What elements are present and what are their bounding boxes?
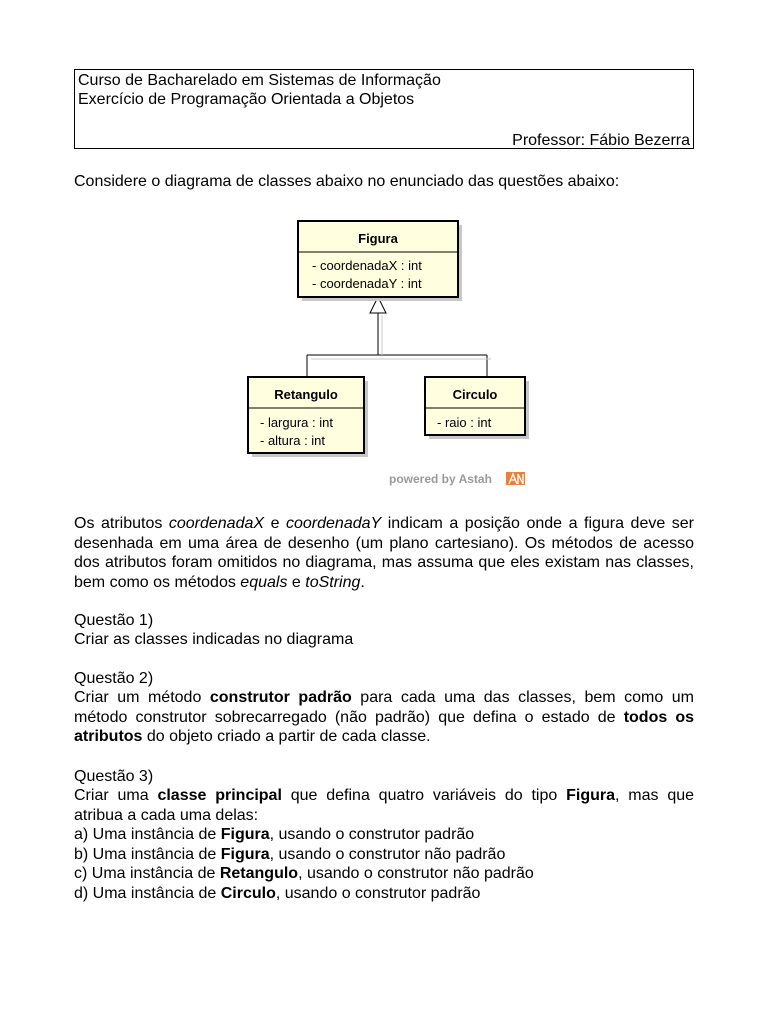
q3-text-part: , mas que atribua a cada uma delas: xyxy=(74,787,695,824)
astah-watermark: powered by Astah xyxy=(389,472,492,486)
q2-text-part: do objeto criado a partir de cada classe. xyxy=(142,728,431,745)
intro-text: Considere o diagrama de classes abaixo no enunciado das questões abaixo: xyxy=(74,173,620,190)
retangulo-attr-largura: - largura : int xyxy=(260,415,333,430)
q3-item-b xyxy=(74,845,694,865)
paragraph-text: indicam a posição onde a figura deve ser desenhada em uma área de desenho (um plano cartesiano). Os métodos de acesso dos atributos foram omitidos no diagrama, mas assuma que eles existam nas classes, bem como os métodos xyxy=(74,515,694,591)
figura-attr-y: - coordenadaY : int xyxy=(312,276,422,291)
inheritance-connectors xyxy=(307,313,487,377)
item-text: , usando o construtor não padrão xyxy=(269,846,506,863)
retangulo-name: Retangulo xyxy=(274,387,338,402)
class-circulo xyxy=(425,377,529,439)
class-retangulo xyxy=(248,377,368,457)
paragraph-text: e xyxy=(287,573,306,591)
item-bold: Circulo xyxy=(220,885,276,902)
q3-bold-figura: Figura xyxy=(566,787,615,804)
figura-attr-x: - coordenadaX : int xyxy=(312,258,422,273)
q3-text-part: que defina quatro variáveis do tipo xyxy=(281,787,567,804)
description-paragraph xyxy=(74,514,694,592)
q2-text-part: Criar um método xyxy=(74,689,210,706)
class-figura xyxy=(298,221,462,301)
item-text: , usando o construtor padrão xyxy=(269,826,475,843)
paragraph-text: e xyxy=(264,515,286,532)
q3-item-c xyxy=(74,864,694,884)
item-text: , usando o construtor padrão xyxy=(275,885,481,902)
q2-title: Questão 2) xyxy=(74,670,154,687)
item-text: b) Uma instância de xyxy=(74,846,221,863)
q3-text xyxy=(74,786,694,825)
course-title: Curso de Bacharelado em Sistemas de Informação xyxy=(78,72,441,89)
item-bold: Figura xyxy=(220,826,270,843)
method-tostring: toString xyxy=(305,573,361,591)
attr-coordenadax: coordenadaX xyxy=(168,515,265,532)
method-equals: equals xyxy=(240,573,288,591)
circulo-attr-raio: - raio : int xyxy=(437,415,492,430)
paragraph-text: Os atributos xyxy=(74,515,169,532)
astah-logo-icon xyxy=(506,472,525,485)
figura-name: Figura xyxy=(358,231,398,246)
class-diagram xyxy=(0,0,768,500)
q3-text-part: Criar uma xyxy=(74,787,158,804)
q3-item-a xyxy=(74,825,694,845)
q3-title: Questão 3) xyxy=(74,768,154,785)
item-text: d) Uma instância de xyxy=(74,885,221,902)
exercise-title: Exercício de Programação Orientada a Objetos xyxy=(78,91,415,108)
item-text: , usando o construtor não padrão xyxy=(298,865,534,882)
circulo-name: Circulo xyxy=(452,387,498,402)
q2-bold-atributos: todos os atributos xyxy=(74,708,694,745)
attr-coordenaday: coordenadaY xyxy=(286,515,382,532)
q3-item-d xyxy=(74,884,694,904)
retangulo-attr-altura: - altura : int xyxy=(260,433,326,448)
item-text: c) Uma instância de xyxy=(74,865,220,882)
item-bold: Retangulo xyxy=(219,865,299,882)
q2-text xyxy=(74,688,694,747)
q2-bold-construtor: construtor padrão xyxy=(209,689,352,706)
q1-text: Criar as classes indicadas no diagrama xyxy=(74,631,354,648)
professor-name: Professor: Fábio Bezerra xyxy=(512,132,690,149)
q3-bold-classe-principal: classe principal xyxy=(157,787,282,804)
paragraph-text: . xyxy=(360,573,365,591)
q1-title: Questão 1) xyxy=(74,612,154,629)
item-text: a) Uma instância de xyxy=(74,826,221,843)
q2-text-part: para cada uma das classes, bem como um método construtor sobrecarregado (não padrão) que defina o estado de xyxy=(74,689,694,726)
item-bold: Figura xyxy=(220,846,270,863)
